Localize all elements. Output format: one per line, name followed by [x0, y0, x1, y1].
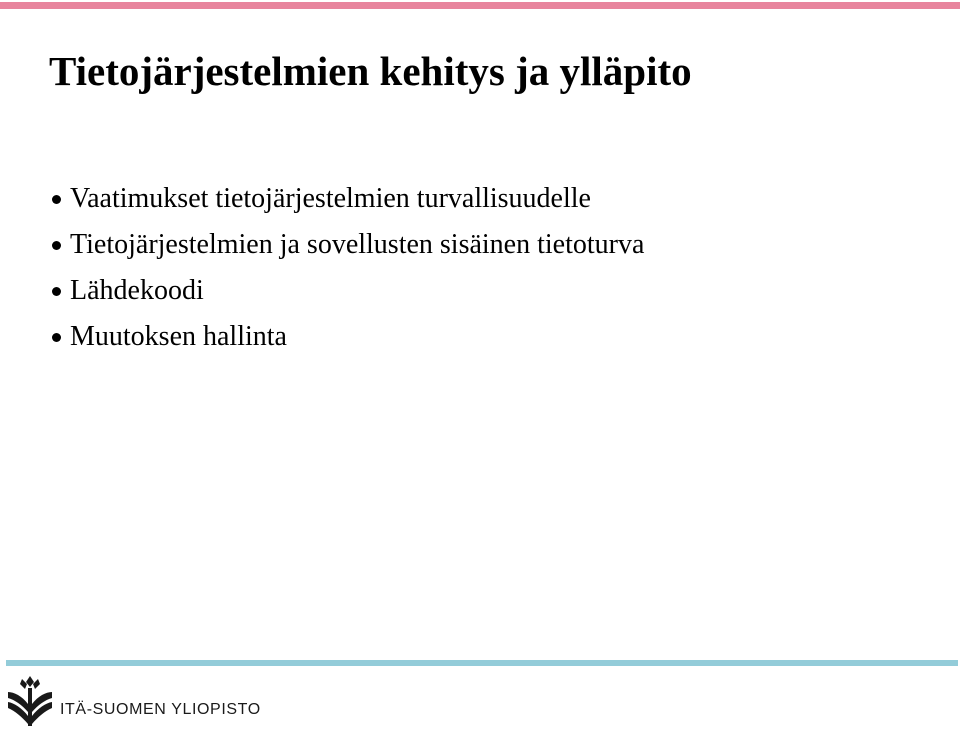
bullet-icon: [52, 241, 61, 250]
bottom-accent-bar: [6, 660, 958, 666]
top-accent-bar: [0, 2, 960, 9]
bullet-text: Vaatimukset tietojärjestelmien turvallisuudelle: [70, 183, 591, 214]
organization-name: ITÄ-SUOMEN YLIOPISTO: [60, 701, 261, 718]
bullet-icon: [52, 195, 61, 204]
bullet-text: Lähdekoodi: [70, 275, 204, 306]
slide-title: Tietojärjestelmien kehitys ja ylläpito: [49, 48, 692, 94]
list-item: [52, 268, 644, 314]
bullet-text: Tietojärjestelmien ja sovellusten sisäinen tietoturva: [70, 229, 645, 260]
bullet-icon: [52, 333, 61, 342]
list-item: [52, 222, 644, 268]
list-item: [52, 176, 644, 222]
bullet-text: Muutoksen hallinta: [70, 321, 287, 352]
bullet-list: [52, 176, 644, 360]
list-item: [52, 314, 644, 360]
bullet-icon: [52, 287, 61, 296]
university-logo-icon: [8, 676, 52, 726]
